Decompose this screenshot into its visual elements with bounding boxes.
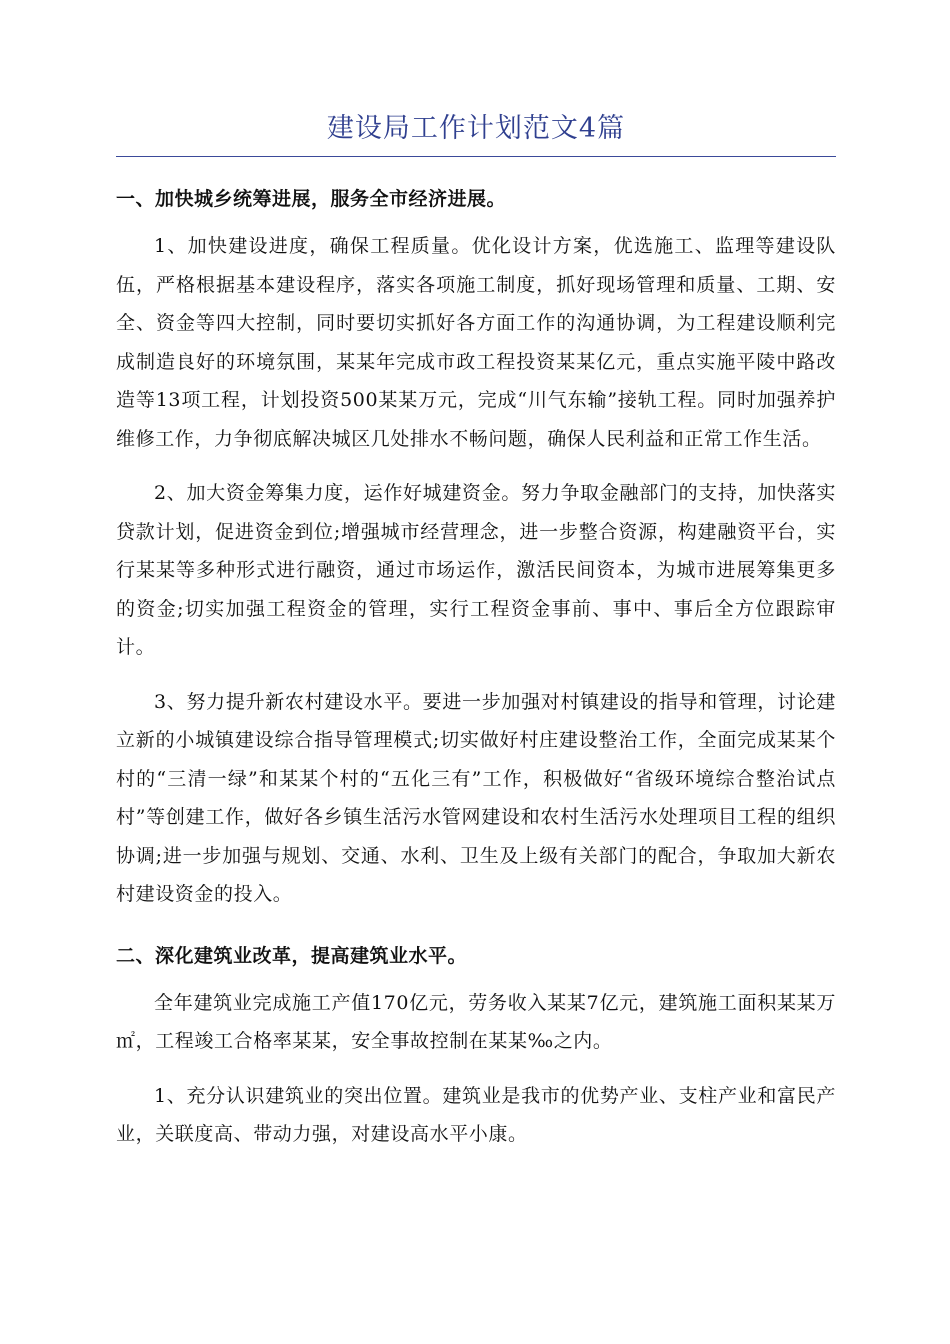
document-page [116, 112, 836, 1154]
section-heading-2: 二、深化建筑业改革，提高建筑业水平。 [116, 944, 468, 967]
document-title: 建设局工作计划范文4篇 [116, 112, 836, 157]
section-heading-1: 一、加快城乡统筹进展，服务全市经济进展。 [116, 188, 507, 210]
section-2-paragraph-2: 1、充分认识建筑业的突出位置。建筑业是我市的优势产业、支柱产业和富民产业，关联度高、带动力强，对建设高水平小康。 [116, 1084, 836, 1145]
section-1-paragraph-3: 3、努力提升新农村建设水平。要进一步加强对村镇建设的指导和管理，讨论建立新的小城镇建设综合指导管理模式;切实做好村庄建设整治工作，全面完成某某个村的“三清一绿”和某某个村的“五化三有”工作，积极做好“省级环境综合整治试点村”等创建工作，做好各乡镇生活污水管网建设和农村生活污水处理项目工程的组织协调;进一步加强与规划、交通、水利、卫生及上级有关部门的配合，争取加大新农村建设资金的投入。 [116, 690, 836, 905]
section-1-paragraph-1: 1、加快建设进度，确保工程质量。优化设计方案，优选施工、监理等建设队伍，严格根据基本建设程序，落实各项施工制度，抓好现场管理和质量、工期、安全、资金等四大控制，同时要切实抓好各方面工作的沟通协调，为工程建设顺利完成制造良好的环境氛围，某某年完成市政工程投资某某亿元，重点实施平陵中路改造等13项工程，计划投资500某某万元，完成“川气东输”接轨工程。同时加强养护维修工作，力争彻底解决城区几处排水不畅问题，确保人民利益和正常工作生活。 [116, 235, 836, 450]
section-1-paragraph-2: 2、加大资金筹集力度，运作好城建资金。努力争取金融部门的支持，加快落实贷款计划，促进资金到位;增强城市经营理念，进一步整合资源，构建融资平台，实行某某等多种形式进行融资，通过市场运作，激活民间资本，为城市进展筹集更多的资金;切实加强工程资金的管理，实行工程资金事前、事中、事后全方位跟踪审计。 [116, 482, 836, 658]
section-2-paragraph-1: 全年建筑业完成施工产值170亿元，劳务收入某某7亿元，建筑施工面积某某万㎡，工程竣工合格率某某，安全事故控制在某某‰之内。 [116, 991, 836, 1052]
